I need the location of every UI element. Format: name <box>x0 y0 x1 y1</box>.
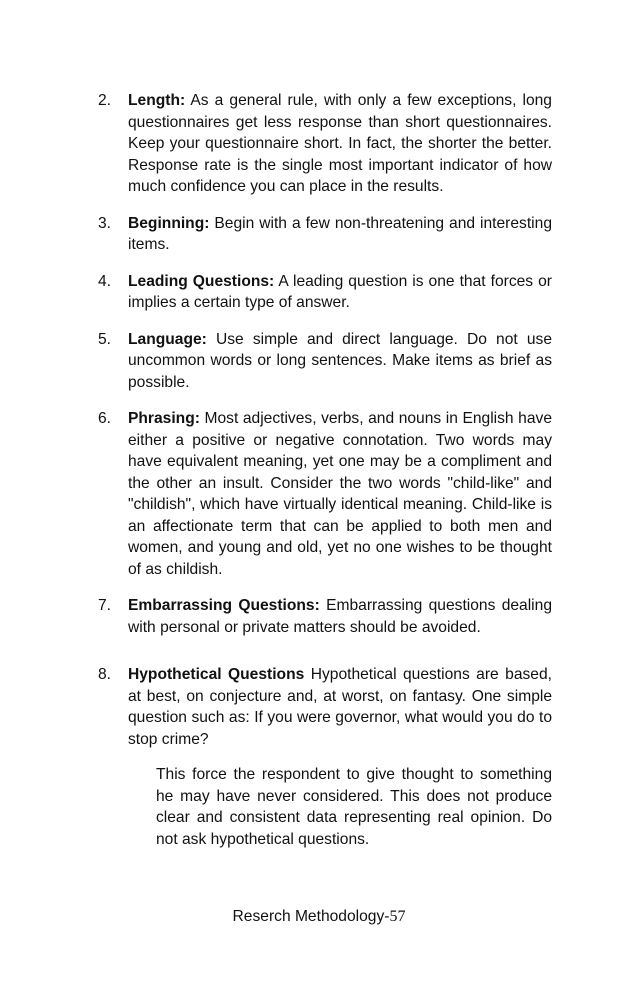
list-item <box>98 271 552 314</box>
item-term: Length: <box>128 92 186 109</box>
list-item <box>98 213 552 256</box>
item-number: 3. <box>98 214 112 232</box>
item-term: Phrasing: <box>128 410 200 427</box>
item-text: Embarrassing questions dealing with personal or private matters should be avoided. <box>128 597 552 636</box>
page-footer <box>0 907 638 927</box>
guidelines-list <box>98 90 552 850</box>
item-term: Hypothetical Questions <box>128 666 305 683</box>
item-term: Embarrassing Questions: <box>128 597 320 614</box>
item-text: As a general rule, with only a few exceptions, long questionnaires get less response than short questionnaires. Keep your questionnaire short. In fact, the shorter the better. Response rate is the single most important indicator of how much confidence you can place in the results. <box>128 92 552 195</box>
item-text: Most adjectives, verbs, and nouns in English have either a positive or negative connotation. Two words may have equivalent meaning, yet one may be a compliment and the other an insult. Consider the two words "child-like" and "childish", which have virtually identical meaning. Child-like is an affectionate term that can be applied to both men and women, and young and old, yet no one wishes to be thought of as childish. <box>128 410 552 578</box>
item-term: Leading Questions: <box>128 272 275 290</box>
item-text: Use simple and direct language. Do not use uncommon words or long sentences. Make items as brief as possible. <box>128 330 552 391</box>
indented-note: This force the respondent to give thought to something he may have never considered. This does not produce clear and consistent data representing real opinion. Do not ask hypothetical questions. <box>156 766 552 848</box>
list-item <box>98 408 552 580</box>
item-number: 8. <box>98 666 112 683</box>
item-term: Beginning: <box>128 214 210 232</box>
item-number: 7. <box>98 597 112 614</box>
item-text: A leading question is one that forces or implies a certain type of answer. <box>128 272 552 311</box>
item-term: Language: <box>128 330 207 348</box>
list-item <box>98 329 552 394</box>
footer-title: Reserch Methodology- <box>232 908 390 925</box>
list-item <box>98 90 552 198</box>
list-item <box>98 595 552 638</box>
item-number: 5. <box>98 330 112 348</box>
item-number: 2. <box>98 92 112 109</box>
item-number: 4. <box>98 272 112 290</box>
list-item <box>98 664 552 750</box>
item-number: 6. <box>98 410 112 427</box>
item-text: Begin with a few non-threatening and interesting items. <box>128 214 552 253</box>
page-number: 57 <box>389 908 406 925</box>
item-text: Hypothetical questions are based, at best, on conjecture and, at worst, on fantasy. One simple question such as: If you were governor, what would you do to stop crime? <box>128 666 552 748</box>
